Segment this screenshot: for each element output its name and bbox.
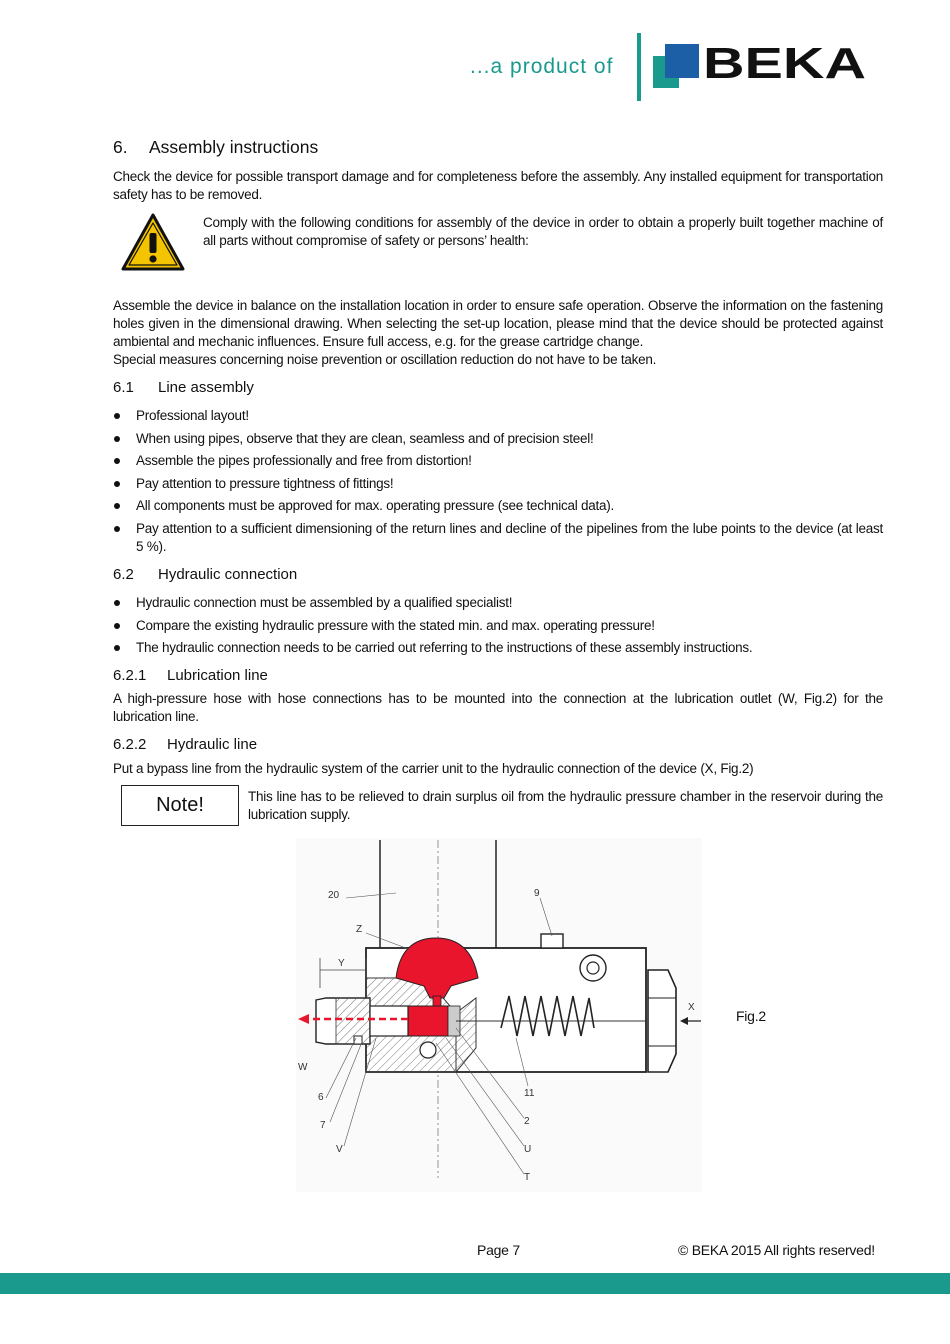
- section-title: Hydraulic line: [167, 736, 258, 753]
- figure-2: [296, 838, 702, 1192]
- callout-u: U: [524, 1144, 532, 1155]
- section-number: 6.2: [113, 566, 134, 583]
- callout-t: T: [524, 1172, 531, 1183]
- list-item: When using pipes, observe that they are clean, seamless and of precision steel!: [113, 430, 883, 448]
- callout-y: Y: [338, 958, 345, 969]
- warning-text: Comply with the following conditions for assembly of the device in order to obtain a properly built together machine of all parts without compromise of safety or persons’ health:: [203, 215, 883, 248]
- line-assembly-list: [113, 407, 883, 561]
- section-title: Assembly instructions: [149, 137, 319, 157]
- note-text: This line has to be relieved to drain surplus oil from the hydraulic pressure chamber in the reservoir during the lubrication supply.: [248, 789, 883, 822]
- list-item: Professional layout!: [113, 407, 883, 425]
- callout-z: Z: [356, 924, 363, 935]
- section-title: Line assembly: [158, 379, 254, 396]
- callout-w: W: [298, 1062, 308, 1073]
- list-item: Assemble the pipes professionally and free from distortion!: [113, 452, 883, 470]
- beka-logo: [653, 42, 868, 92]
- callout-2: 2: [524, 1116, 530, 1127]
- callout-x: X: [688, 1002, 695, 1013]
- callout-7: 7: [320, 1120, 326, 1131]
- hydraulic-connection-list: [113, 594, 883, 662]
- callout-20: 20: [328, 890, 340, 901]
- section-6-heading: [113, 137, 318, 158]
- callout-9: 9: [534, 888, 540, 899]
- warning-triangle-icon: [121, 213, 185, 271]
- footer-bar: [0, 1273, 950, 1294]
- section-6-paragraph-2: Special measures concerning noise prevention or oscillation reduction do not have to be taken.: [113, 352, 657, 367]
- section-6-2-1-heading: [113, 667, 268, 684]
- copyright-notice: © BEKA 2015 All rights reserved!: [678, 1242, 875, 1258]
- section-6-body: [113, 297, 883, 369]
- list-item: Pay attention to pressure tightness of fittings!: [113, 475, 883, 493]
- section-number: 6.: [113, 137, 128, 157]
- list-item: Compare the existing hydraulic pressure with the stated min. and max. operating pressure!: [113, 617, 883, 635]
- valve-cross-section-drawing: [296, 838, 702, 1192]
- header-divider: [637, 33, 641, 101]
- lubrication-line-text: A high-pressure hose with hose connections has to be mounted into the connection at the lubrication outlet (W, Fig.2) for the lubrication line.: [113, 691, 883, 724]
- list-item: All components must be approved for max. operating pressure (see technical data).: [113, 497, 883, 515]
- header-tagline: ...a product of: [470, 55, 614, 78]
- section-6-1-heading: [113, 379, 254, 396]
- hydraulic-line-text: Put a bypass line from the hydraulic system of the carrier unit to the hydraulic connection of the device (X, Fig.2): [113, 761, 754, 776]
- callout-v: V: [336, 1144, 343, 1155]
- section-6-intro: Check the device for possible transport damage and for completeness before the assembly. Any installed equipment for transportation safety has to be removed.: [113, 169, 883, 202]
- callout-11: 11: [524, 1088, 535, 1099]
- section-number: 6.1: [113, 379, 134, 396]
- section-6-2-heading: [113, 566, 297, 583]
- section-6-paragraph-1: Assemble the device in balance on the installation location in order to ensure safe operation. Observe the information on the fastening holes given in the dimensional drawing. When selecting the set-up location, please mind that the device should be protected against ambiental and mechanic influences. Ensure full access, e.g. for the grease cartridge change.: [113, 298, 883, 349]
- section-title: Lubrication line: [167, 667, 268, 684]
- section-number: 6.2.1: [113, 667, 147, 684]
- list-item: Pay attention to a sufficient dimensioning of the return lines and decline of the pipelines from the lube points to the device (at least 5 %).: [113, 520, 883, 556]
- figure-caption: Fig.2: [736, 1008, 766, 1024]
- list-item: Hydraulic connection must be assembled by a qualified specialist!: [113, 594, 883, 612]
- section-title: Hydraulic connection: [158, 566, 298, 583]
- logo-wordmark: BEKA: [703, 42, 866, 88]
- section-number: 6.2.2: [113, 736, 147, 753]
- page-number: Page 7: [477, 1242, 520, 1258]
- note-label-box: Note!: [121, 785, 239, 826]
- list-item: The hydraulic connection needs to be carried out referring to the instructions of these assembly instructions.: [113, 639, 883, 657]
- callout-6: 6: [318, 1092, 324, 1103]
- section-6-2-2-heading: [113, 736, 257, 753]
